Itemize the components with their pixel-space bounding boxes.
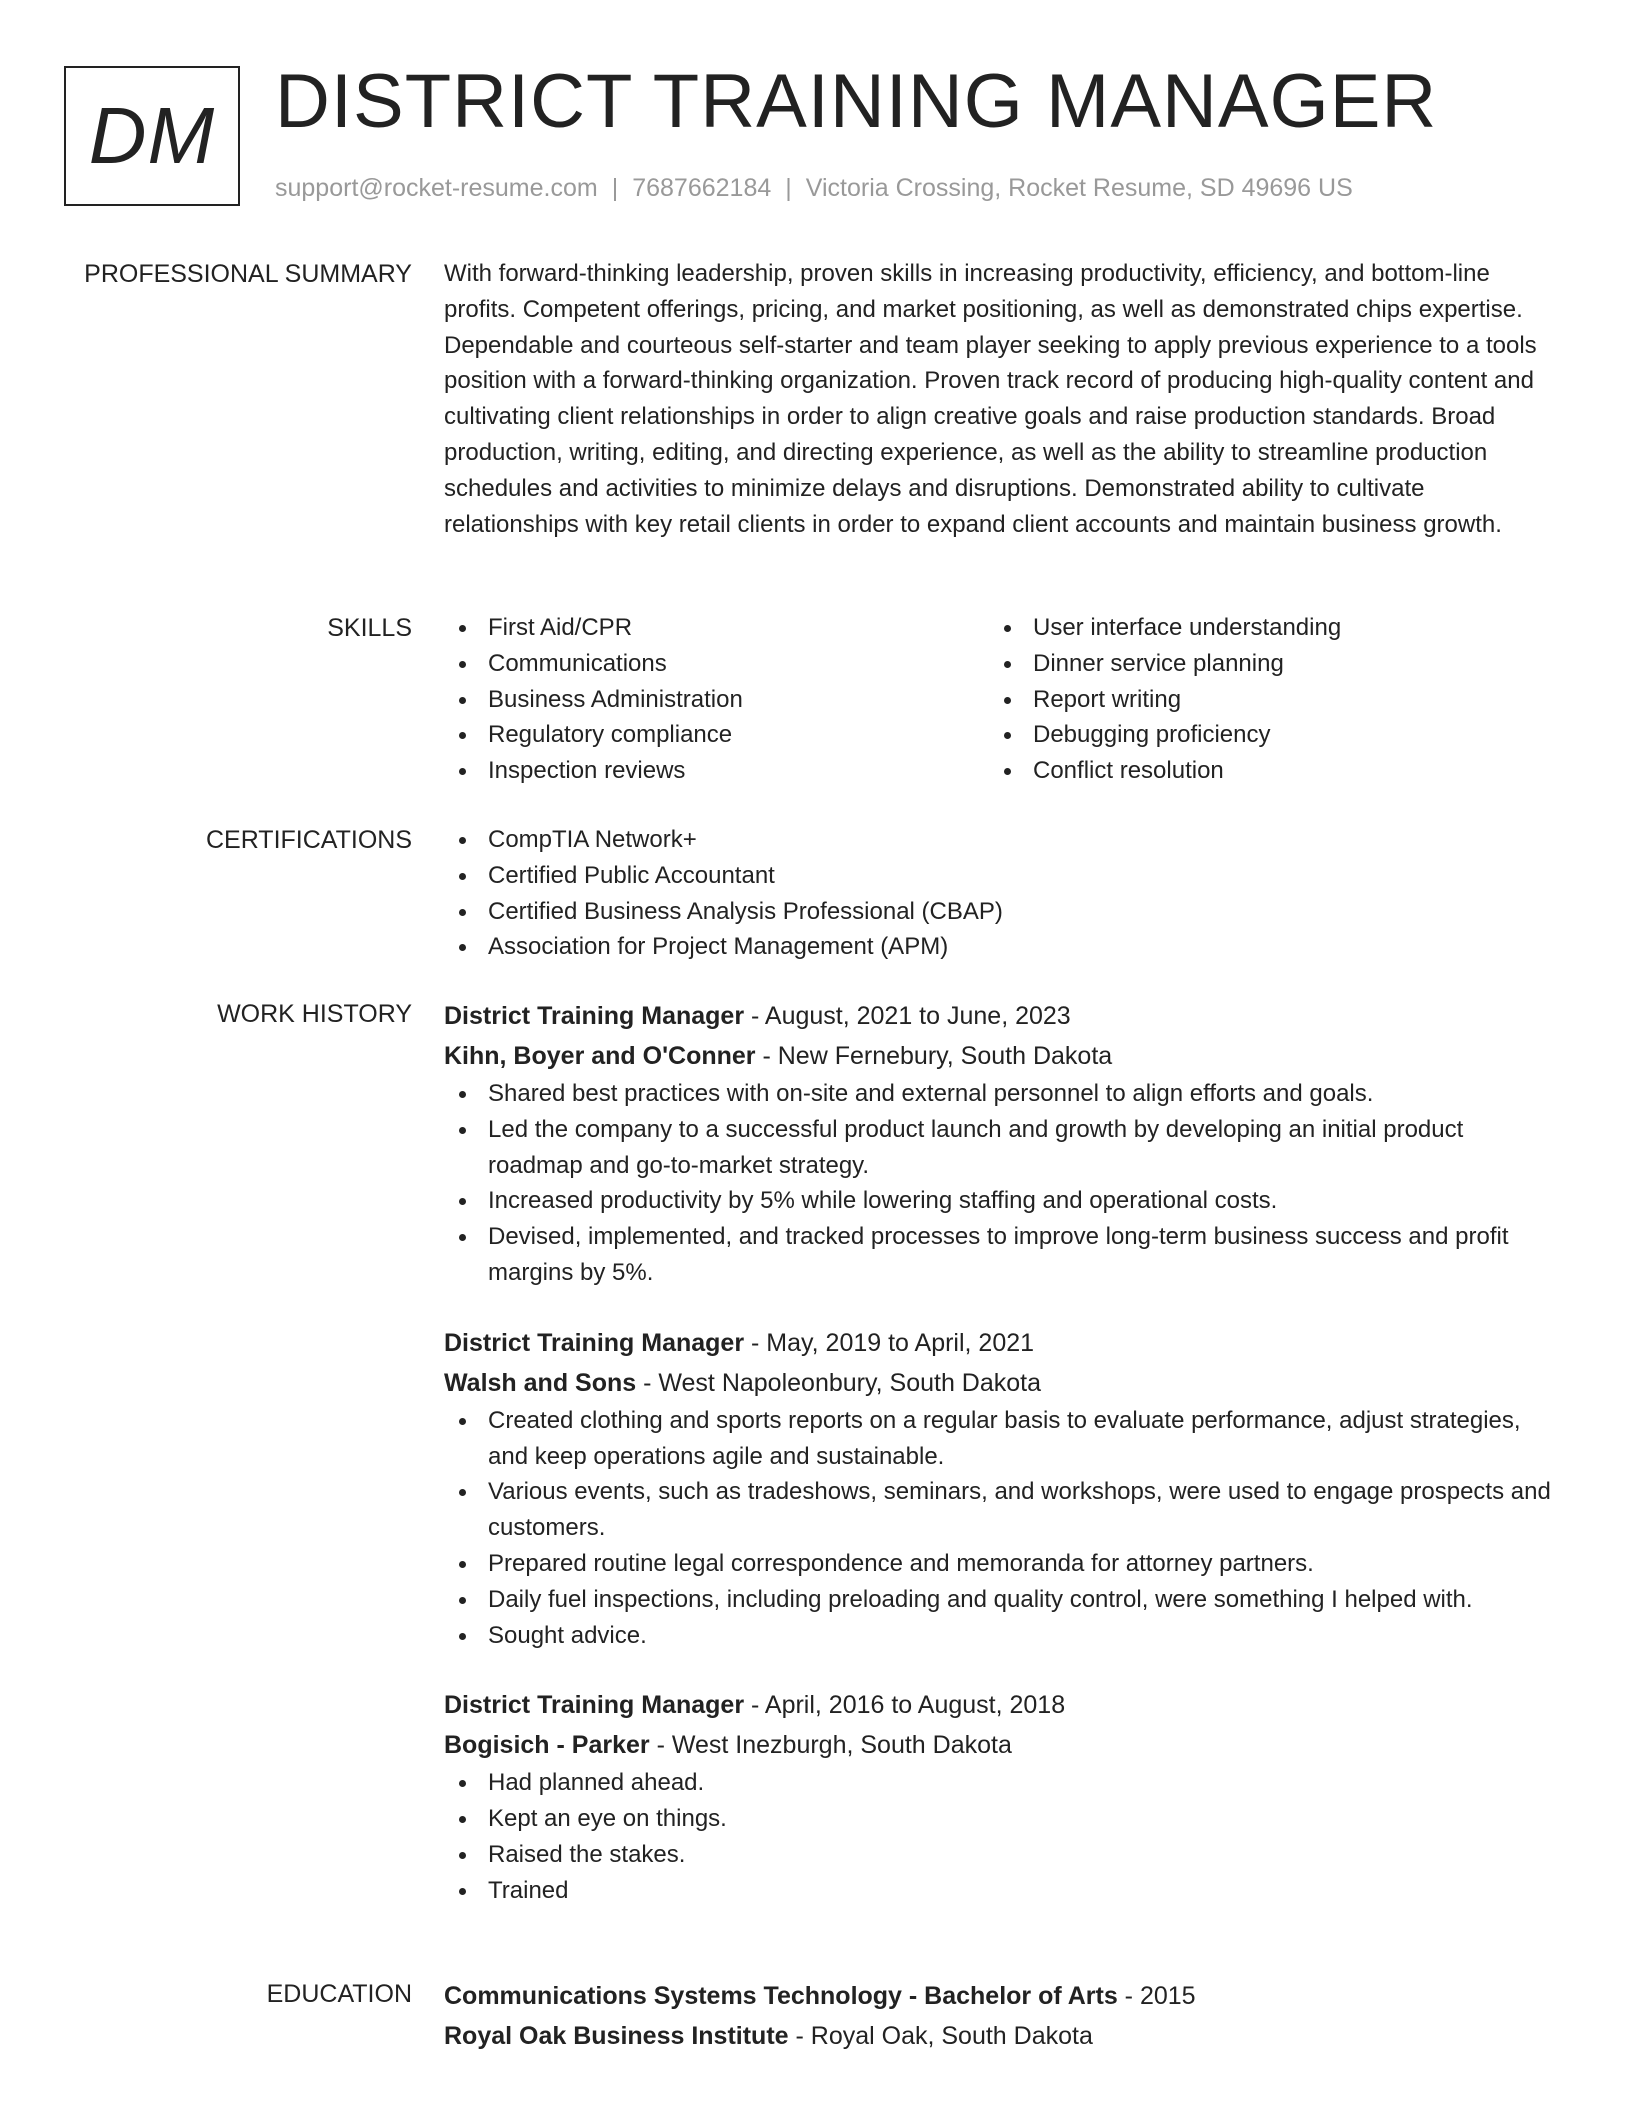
skill-item: Debugging proficiency	[989, 717, 1534, 753]
contact-email[interactable]: support@rocket-resume.com	[275, 174, 598, 202]
job-duty-item: Daily fuel inspections, including preloading and quality control, were something I helped with.	[444, 1582, 1564, 1618]
job-duty-item: Raised the stakes.	[444, 1837, 1564, 1873]
skill-item: Communications	[444, 646, 989, 682]
education-year: - 2015	[1117, 1982, 1196, 2010]
job-company-line	[444, 1036, 1564, 1076]
job-title-line	[444, 1323, 1564, 1363]
skills-body	[444, 610, 1564, 789]
skills-grid	[444, 610, 1564, 789]
certification-item: Certified Public Accountant	[444, 858, 1564, 894]
skill-item: Conflict resolution	[989, 753, 1534, 789]
contact-phone[interactable]: 7687662184	[632, 174, 772, 202]
contact-line	[275, 174, 1353, 203]
skill-item: Inspection reviews	[444, 753, 989, 789]
education-school-line	[444, 2016, 1564, 2056]
education-school: Royal Oak Business Institute	[444, 2022, 789, 2050]
job-dates: - May, 2019 to April, 2021	[744, 1328, 1035, 1357]
education-degree: Communications Systems Technology - Bachelor of Arts	[444, 1982, 1118, 2010]
job-title: District Training Manager	[444, 1002, 745, 1030]
job-dates: - April, 2016 to August, 2018	[744, 1691, 1066, 1720]
certifications-list	[444, 822, 1564, 965]
job-duties-list	[444, 1076, 1564, 1291]
job-duties-list	[444, 1765, 1564, 1908]
job-entry	[444, 1323, 1564, 1654]
monogram-badge	[64, 66, 240, 206]
skill-item: First Aid/CPR	[444, 610, 989, 646]
summary-text: With forward-thinking leadership, proven skills in increasing productivity, efficiency, and bottom-line profits. Competent offerings, pricing, and market positioning, as well as demonstrated chips expertise. Dependable and courteous self-starter and team player seeking to apply previous experience to a tools position with a forward-thinking organization. Proven track record of producing high-quality content and cultivating client relationships in order to align creative goals and raise production standards. Broad production, writing, editing, and directing experience, as well as the ability to streamline production schedules and activities to minimize delays and disruptions. Demonstrated ability to cultivate relationships with key retail clients in order to expand client accounts and maintain business growth.	[444, 260, 1537, 538]
skill-item: User interface understanding	[989, 610, 1534, 646]
job-duty-item: Trained	[444, 1873, 1564, 1909]
job-duty-item: Sought advice.	[444, 1618, 1564, 1654]
section-label-summary: PROFESSIONAL SUMMARY	[84, 260, 412, 288]
job-company: Walsh and Sons	[444, 1368, 637, 1397]
job-company: Kihn, Boyer and O'Conner	[444, 1042, 756, 1070]
job-location: - West Napoleonbury, South Dakota	[636, 1368, 1042, 1397]
certification-item: Certified Business Analysis Professional (CBAP)	[444, 894, 1564, 930]
job-title: District Training Manager	[444, 1691, 745, 1720]
education-location: - Royal Oak, South Dakota	[788, 2022, 1093, 2050]
monogram-text: DM	[88, 91, 216, 180]
section-label-work-history: WORK HISTORY	[217, 1000, 412, 1028]
certifications-body	[444, 822, 1564, 965]
contact-address: Victoria Crossing, Rocket Resume, SD 49696 US	[805, 174, 1353, 202]
job-title-line	[444, 996, 1564, 1036]
job-entry	[444, 1685, 1564, 1908]
job-duty-item: Increased productivity by 5% while lowering staffing and operational costs.	[444, 1183, 1564, 1219]
resume-title: DISTRICT TRAINING MANAGER	[275, 59, 1438, 144]
section-label-education: EDUCATION	[266, 1980, 412, 2008]
job-title: District Training Manager	[444, 1328, 745, 1357]
job-duty-item: Had planned ahead.	[444, 1765, 1564, 1801]
job-duty-item: Devised, implemented, and tracked processes to improve long-term business success and profit margins by 5%.	[444, 1219, 1564, 1291]
job-duty-item: Shared best practices with on-site and external personnel to align efforts and goals.	[444, 1076, 1564, 1112]
job-duty-item: Led the company to a successful product launch and growth by developing an initial product roadmap and go-to-market strategy.	[444, 1112, 1564, 1184]
education-degree-line	[444, 1976, 1564, 2016]
job-title-line	[444, 1685, 1564, 1725]
job-location: - New Fernebury, South Dakota	[755, 1042, 1113, 1070]
skill-item: Dinner service planning	[989, 646, 1534, 682]
job-location: - West Inezburgh, South Dakota	[649, 1731, 1012, 1760]
job-duty-item: Kept an eye on things.	[444, 1801, 1564, 1837]
job-duty-item: Prepared routine legal correspondence and memoranda for attorney partners.	[444, 1546, 1564, 1582]
work-history-body	[444, 996, 1564, 1909]
job-duties-list	[444, 1403, 1564, 1654]
skill-item: Regulatory compliance	[444, 717, 989, 753]
skills-list-left	[444, 610, 989, 789]
certification-item: Association for Project Management (APM)	[444, 929, 1564, 965]
education-body	[444, 1976, 1564, 2056]
skills-list-right	[989, 610, 1534, 789]
section-label-certifications: CERTIFICATIONS	[205, 826, 412, 854]
certification-item: CompTIA Network+	[444, 822, 1564, 858]
job-duty-item: Various events, such as tradeshows, seminars, and workshops, were used to engage prospects and customers.	[444, 1474, 1564, 1546]
contact-separator: |	[785, 174, 792, 202]
job-company-line	[444, 1725, 1564, 1765]
job-entry	[444, 996, 1564, 1291]
contact-separator: |	[611, 174, 619, 202]
skill-item: Business Administration	[444, 682, 989, 718]
job-duty-item: Created clothing and sports reports on a regular basis to evaluate performance, adjust strategies, and keep operations agile and sustainable.	[444, 1403, 1564, 1475]
job-company: Bogisich - Parker	[444, 1731, 650, 1760]
job-company-line	[444, 1363, 1564, 1403]
section-label-skills: SKILLS	[327, 614, 412, 642]
skill-item: Report writing	[989, 682, 1534, 718]
job-dates: - August, 2021 to June, 2023	[744, 1002, 1071, 1030]
